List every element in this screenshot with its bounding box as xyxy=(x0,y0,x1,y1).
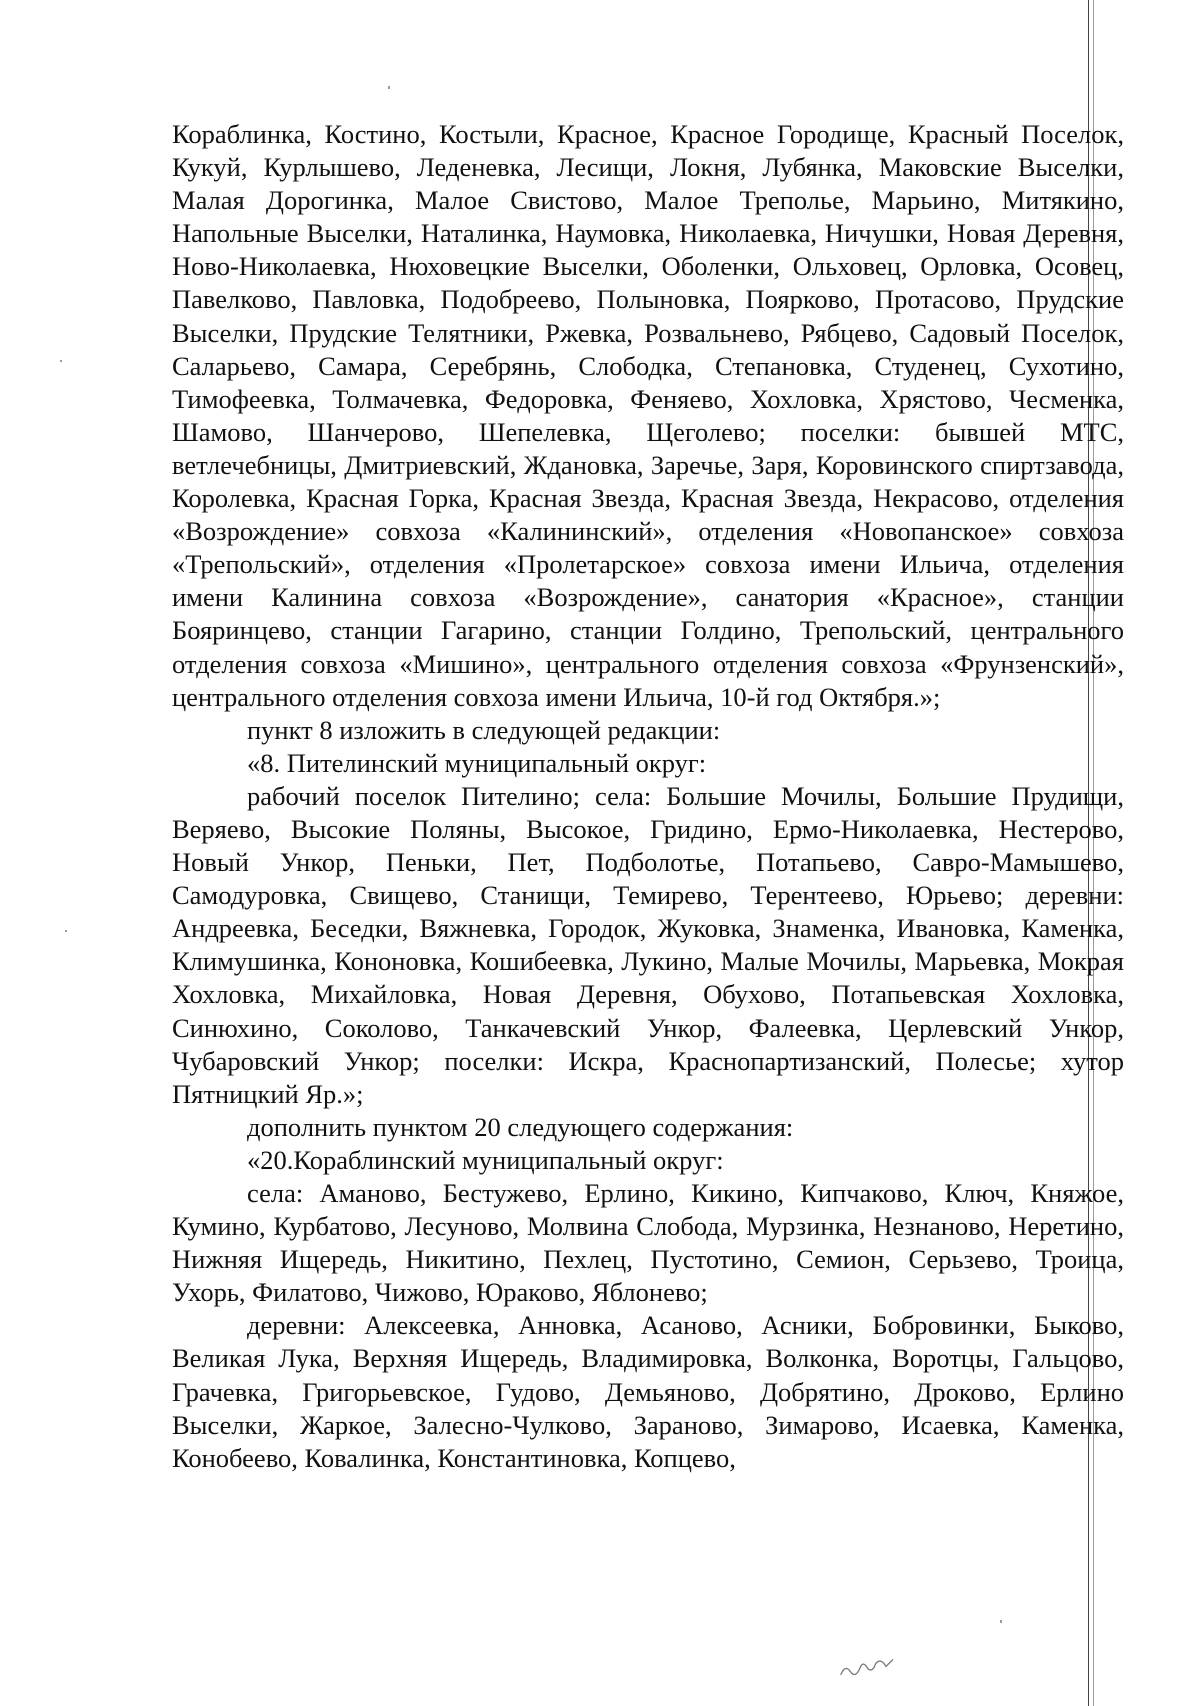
paragraph-item-20-instruction: дополнить пунктом 20 следующего содержания: xyxy=(247,1111,794,1142)
handwritten-initials xyxy=(836,1651,899,1685)
paragraph-village-list: Кораблинка, Костино, Костыли, Красное, Красное Городище, Красный Поселок, Кукуй, Курлышево, Леденевка, Лесищи, Локня, Лубянка, Маковские Выселки, Малая Дорогинка, Малое Свистово, Малое Трепольe, Марьино, Митякино, Напольные Выселки, Наталинка, Наумовка, Николаевка, Ничушки, Новая Деревня, Ново-Николаевка, Нюховецкие Выселки, Оболенки, Ольховец, Орловка, Осовец, Павелково, Павловка, Подобреево, Полыновка, Поярково, Протасово, Прудские Выселки, Прудские Телятники, Ржевка, Розвальнево, Рябцево, Садовый Поселок, Саларьево, Самара, Серебрянь, Слободка, Степановка, Студенец, Сухотино, Тимофеевка, Толмачевка, Федоровка, Феняево, Хохловка, Хрястово, Чесменка, Шамово, Шанчерово, Шепелевка, Щеголево; поселки: бывшей МТС, ветлечебницы, Дмитриевский, Ждановка, Заречье, Заря, Коровинского спиртзавода, Королевка, Красная Горка, Красная Звезда, Красная Звезда, Некрасово, отделения «Возрождение» совхоза «Калининский», отделения «Новопанское» совхоза «Трепольский», отделения «Пролетарское» совхоза имени Ильича, отделения имени Калинина совхоза «Возрождение», санатория «Красное», станции Бояринцево, станции Гагарино, станции Голдино, Трепольский, центрального отделения совхоза «Мишино», центрального отделения совхоза «Фрунзенский», центрального отделения совхоза имени Ильича, 10-й год Октября.»; xyxy=(172,119,1124,712)
scan-speck xyxy=(388,86,390,89)
paragraph-item-20-hamlets: деревни: Алексеевка, Анновка, Асаново, Асники, Бобровинки, Быково, Великая Лука, Верхняя Ищередь, Владимировка, Волконка, Воротцы, Гальцово, Грачевка, Григорьевское, Гудово, Демьяново, Добрятино, Дроково, Ерлино Выселки, Жаркое, Залесно-Чулково, Зараново, Зимарово, Исаевка, Каменка, Конобеево, Ковалинка, Константиновка, Копцево, xyxy=(172,1310,1124,1473)
scan-speck xyxy=(60,360,62,362)
initials-scribble-icon xyxy=(836,1651,898,1681)
document-body xyxy=(172,118,1124,1475)
scan-speck xyxy=(1000,1620,1002,1623)
paragraph-item-20-heading: «20.Кораблинский муниципальный округ: xyxy=(247,1144,724,1175)
paragraph-item-8-instruction: пункт 8 изложить в следующей редакции: xyxy=(247,714,721,745)
paragraph-item-8-heading: «8. Пителинский муниципальный округ: xyxy=(247,747,707,778)
paragraph-item-8-settlements: рабочий поселок Пителино; села: Большие Мочилы, Большие Прудищи, Веряево, Высокие Поляны, Высокое, Гридино, Ермо-Николаевка, Нестерово, Новый Ункор, Пеньки, Пет, Подболотье, Потапьево, Савро-Мамышево, Самодуровка, Свищево, Станищи, Темирево, Терентеево, Юрьево; деревни: Андреевка, Беседки, Вяжневка, Городок, Жуковка, Знаменка, Ивановка, Каменка, Климушинка, Кононовка, Кошибеевка, Лукино, Малые Мочилы, Марьевка, Мокрая Хохловка, Михайловка, Новая Деревня, Обухово, Потапьевская Хохловка, Синюхино, Соколово, Танкачевский Ункор, Фалеевка, Церлевский Ункор, Чубаровский Ункор; поселки: Искра, Краснопартизанский, Полесье; хутор Пятницкий Яр.»; xyxy=(172,780,1124,1109)
paragraph-item-20-villages: села: Аманово, Бестужево, Ерлино, Кикино, Кипчаково, Ключ, Княжое, Кумино, Курбатово, Лесуново, Молвина Слобода, Мурзинка, Незнаново, Неретино, Нижняя Ищередь, Никитино, Пехлец, Пустотино, Семион, Серьзево, Троица, Ухорь, Филатово, Чижово, Юраково, Яблонево; xyxy=(172,1178,1124,1308)
scan-speck xyxy=(65,930,67,932)
